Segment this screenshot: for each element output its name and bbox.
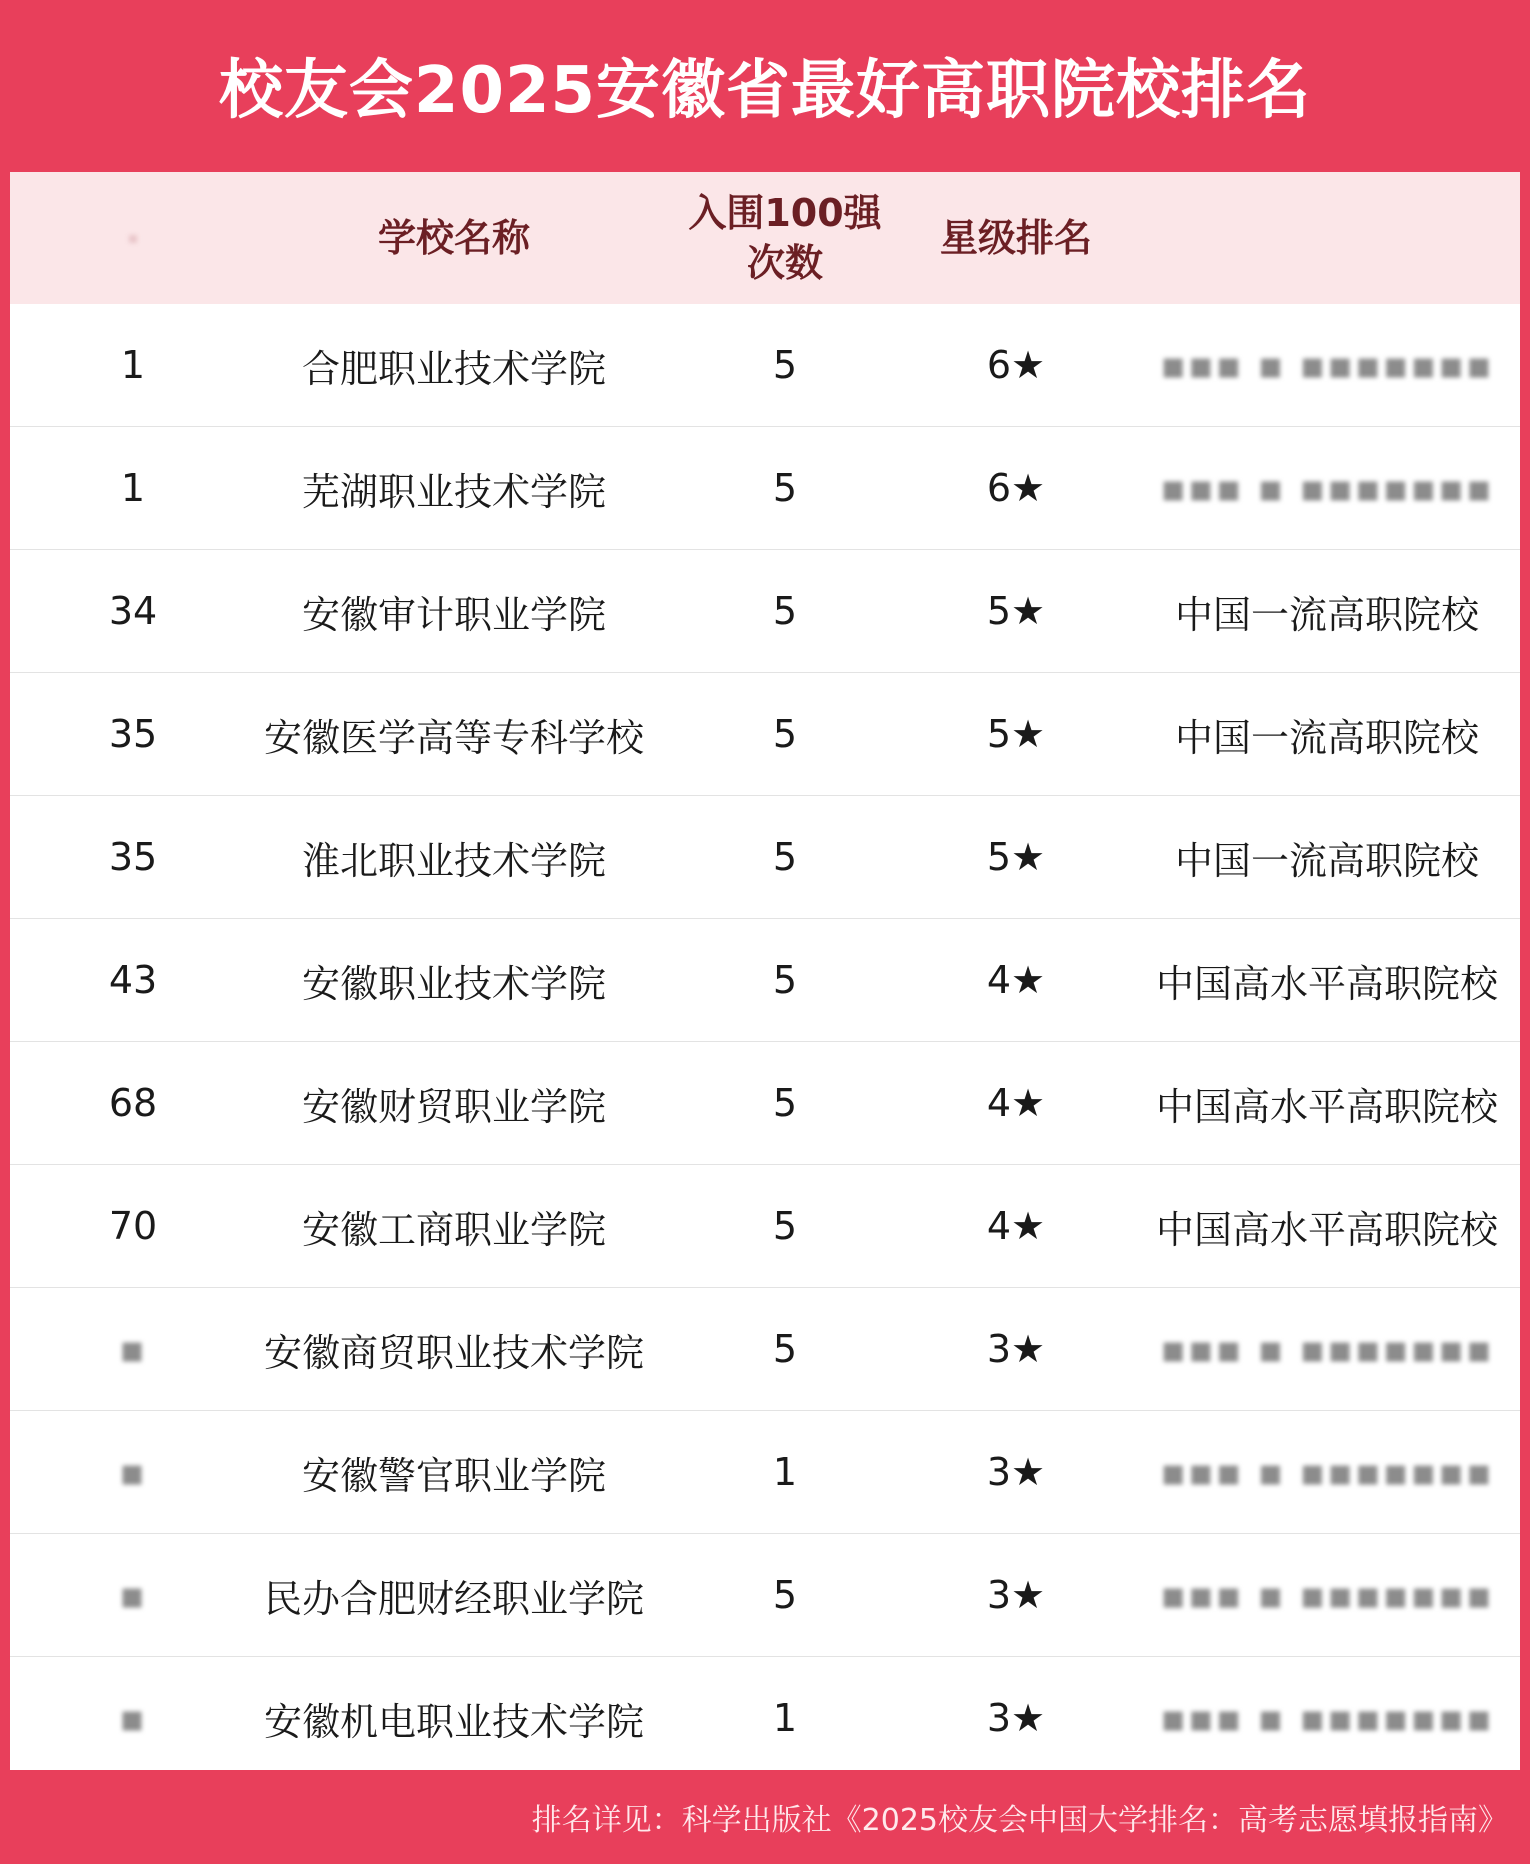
rank-cell: 35 <box>108 712 158 756</box>
page-title: 校友会2025安徽省最好高职院校排名 <box>218 54 1312 128</box>
rank-cell: 68 <box>108 1081 158 1125</box>
rank-cell: 43 <box>108 958 158 1002</box>
table-header <box>10 172 1520 304</box>
school-name-cell: 安徽医学高等专科学校 <box>263 715 644 760</box>
star-rank-cell: 4★ <box>986 1204 1046 1248</box>
star-rank-cell: 5★ <box>986 589 1046 633</box>
top100-count-cell: 1 <box>772 1450 798 1494</box>
level-cell-obscured: ▪▪▪ ▪ ▪▪▪▪▪▪▪ <box>1160 1696 1494 1740</box>
level-cell-obscured: ▪▪▪ ▪ ▪▪▪▪▪▪▪ <box>1160 1573 1494 1617</box>
table-row <box>10 919 1520 1042</box>
rank-cell-obscured: ▪ <box>119 1696 147 1740</box>
level-cell: 中国一流高职院校 <box>1174 715 1479 760</box>
table-row <box>10 1534 1520 1657</box>
level-cell-obscured: ▪▪▪ ▪ ▪▪▪▪▪▪▪ <box>1160 1327 1494 1371</box>
level-cell-obscured: ▪▪▪ ▪ ▪▪▪▪▪▪▪ <box>1160 1450 1494 1494</box>
top100-count-cell: 5 <box>772 343 798 387</box>
rank-cell-obscured: ▪ <box>119 1450 147 1494</box>
top100-count-cell: 5 <box>772 1327 798 1371</box>
star-rank-cell: 6★ <box>986 466 1046 510</box>
level-cell-obscured: ▪▪▪ ▪ ▪▪▪▪▪▪▪ <box>1160 343 1494 387</box>
rank-cell: 34 <box>108 589 158 633</box>
school-name-cell: 安徽工商职业学院 <box>301 1207 606 1252</box>
star-rank-cell: 3★ <box>986 1696 1046 1740</box>
star-rank-cell: 3★ <box>986 1450 1046 1494</box>
level-cell: 中国一流高职院校 <box>1174 838 1479 883</box>
top100-count-cell: 5 <box>772 958 798 1002</box>
level-cell: 中国高水平高职院校 <box>1155 1207 1498 1252</box>
school-name-cell: 淮北职业技术学院 <box>301 838 606 883</box>
school-name-cell: 芜湖职业技术学院 <box>301 469 606 514</box>
table-row <box>10 796 1520 919</box>
rank-cell: 35 <box>108 835 158 879</box>
header-rank: ▪ <box>127 228 139 247</box>
rank-cell: 70 <box>108 1204 158 1248</box>
rank-cell-obscured: ▪ <box>119 1327 147 1371</box>
star-rank-cell: 4★ <box>986 1081 1046 1125</box>
source-note: 排名详见：科学出版社《2025校友会中国大学排名：高考志愿填报指南》 <box>531 1803 1508 1838</box>
table-row <box>10 550 1520 673</box>
school-name-cell: 安徽审计职业学院 <box>301 592 606 637</box>
school-name-cell: 安徽警官职业学院 <box>301 1453 606 1498</box>
top100-count-cell: 5 <box>772 1204 798 1248</box>
top100-count-cell: 5 <box>772 589 798 633</box>
school-name-cell: 安徽职业技术学院 <box>301 961 606 1006</box>
star-rank-cell: 6★ <box>986 343 1046 387</box>
header-school-name: 学校名称 <box>377 216 530 260</box>
top100-count-cell: 5 <box>772 1081 798 1125</box>
rank-cell: 1 <box>120 343 146 387</box>
top100-count-cell: 5 <box>772 1573 798 1617</box>
rank-cell: 1 <box>120 466 146 510</box>
table-row <box>10 304 1520 427</box>
star-rank-cell: 3★ <box>986 1327 1046 1371</box>
school-name-cell: 安徽商贸职业技术学院 <box>263 1330 644 1375</box>
star-rank-cell: 5★ <box>986 712 1046 756</box>
top100-count-cell: 5 <box>772 835 798 879</box>
school-name-cell: 安徽机电职业技术学院 <box>263 1699 644 1744</box>
level-cell-obscured: ▪▪▪ ▪ ▪▪▪▪▪▪▪ <box>1160 466 1494 510</box>
table-row <box>10 673 1520 796</box>
school-name-cell: 安徽财贸职业学院 <box>301 1084 606 1129</box>
table-row <box>10 1657 1520 1779</box>
table-row <box>10 1042 1520 1165</box>
table-row <box>10 427 1520 550</box>
star-rank-cell: 3★ <box>986 1573 1046 1617</box>
ranking-table <box>10 172 1520 1770</box>
level-cell: 中国高水平高职院校 <box>1155 961 1498 1006</box>
rank-cell-obscured: ▪ <box>119 1573 147 1617</box>
school-name-cell: 民办合肥财经职业学院 <box>263 1576 644 1621</box>
header-star-rank: 星级排名 <box>939 216 1092 260</box>
star-rank-cell: 5★ <box>986 835 1046 879</box>
table-row <box>10 1288 1520 1411</box>
header-level <box>1134 172 1520 304</box>
school-name-cell: 合肥职业技术学院 <box>301 346 606 391</box>
top100-count-cell: 1 <box>772 1696 798 1740</box>
star-rank-cell: 4★ <box>986 958 1046 1002</box>
table-row <box>10 1411 1520 1534</box>
table-row <box>10 1165 1520 1288</box>
level-cell: 中国高水平高职院校 <box>1155 1084 1498 1129</box>
level-cell: 中国一流高职院校 <box>1174 592 1479 637</box>
header-top100-count: 入围100强 次数 <box>688 191 882 285</box>
top100-count-cell: 5 <box>772 712 798 756</box>
top100-count-cell: 5 <box>772 466 798 510</box>
